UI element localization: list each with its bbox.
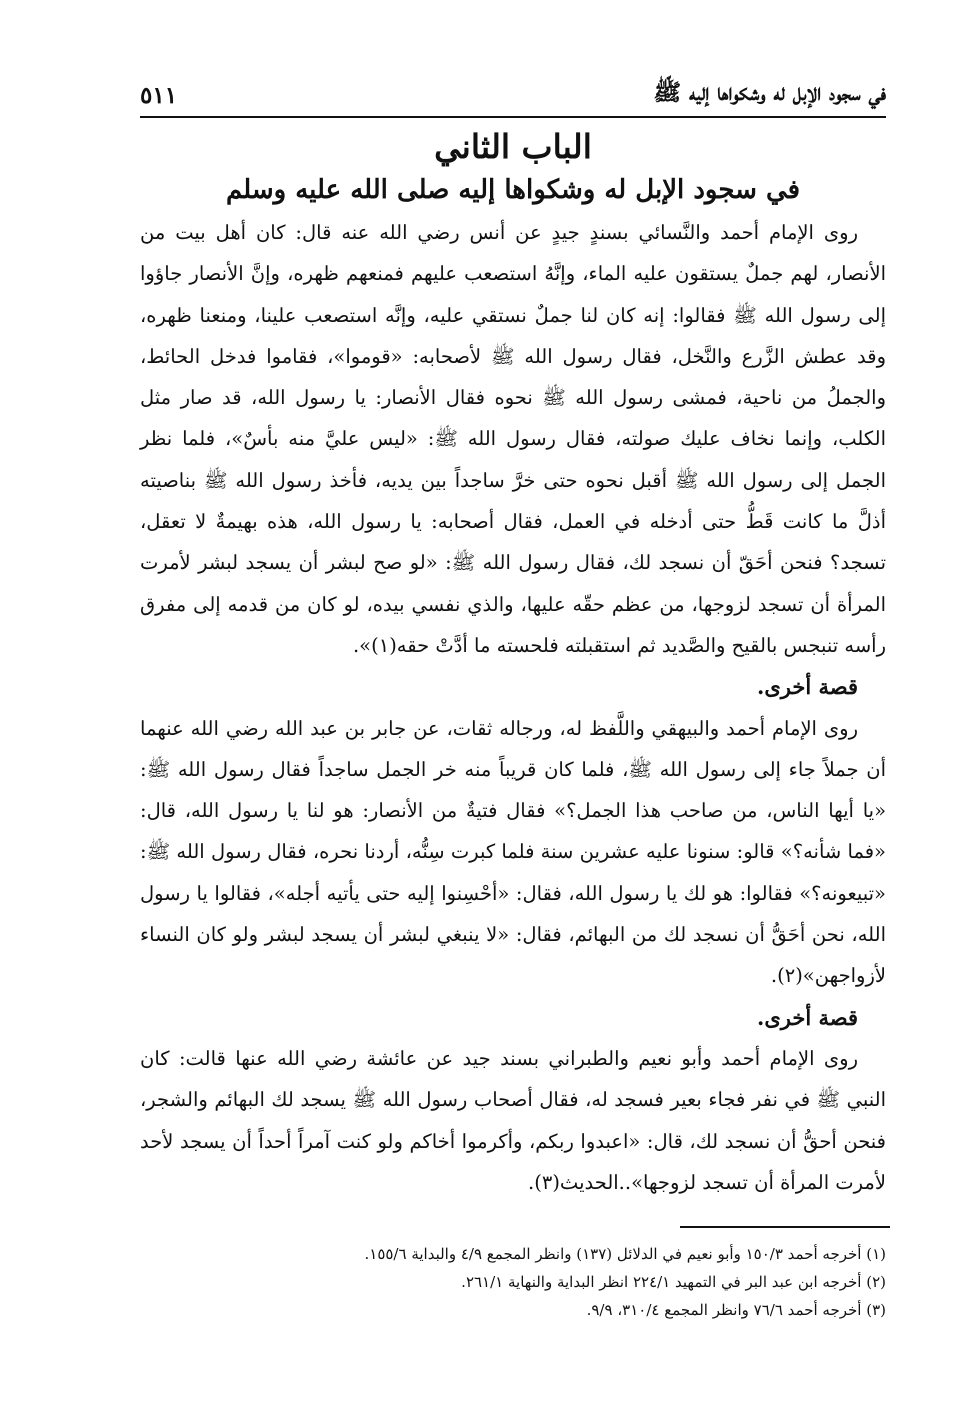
footnotes bbox=[140, 1240, 886, 1324]
footnote-divider bbox=[680, 1226, 890, 1228]
body-text bbox=[140, 212, 886, 1203]
footnote-2: (٢) أخرجه ابن عبد البر في التمهيد ٢٢٤/١ انظر البداية والنهاية ٢٦١/١. bbox=[461, 1273, 886, 1291]
paragraph-2: روى الإمام أحمد والبيهقي واللَّفظ له، ورجاله ثقات، عن جابر بن عبد الله رضي الله عنهما أن جملاً جاء إلى رسول الله ﷺ، فلما كان قريباً منه خر الجمل ساجداً فقال رسول الله ﷺ: «يا أيها الناس، من صاحب هذا الجمل؟» فقال فتيةٌ من الأنصار: هو لنا يا رسول الله، قال: «فما شأنه؟» قالو: سنونا عليه عشرين سنة فلما كبرت سِنُّه، أردنا نحره، فقال رسول الله ﷺ: «تبيعونه؟» فقالوا: هو لك يا رسول الله، فقال: «أحْسِنوا إليه حتى يأتيه أجله»، فقالوا يا رسول الله، نحن أحَقُّ أن نسجد لك من البهائم، فقال: «لا ينبغي لبشر أن يسجد لبشر ولو كان النساء لأزواجهن»(٢). bbox=[140, 716, 886, 988]
section-heading-3: قصة أخرى. bbox=[757, 1004, 858, 1030]
chapter-subtitle: في سجود الإبل له وشكواها إليه صلى الله عليه وسلم bbox=[225, 175, 801, 205]
footnote-1: (١) أخرجه أحمد ١٥٠/٣ وأبو نعيم في الدلائل (١٣٧) وانظر المجمع ٤/٩ والبداية ١٥٥/٦. bbox=[364, 1245, 886, 1263]
paragraph-3: روى الإمام أحمد وأبو نعيم والطبراني بسند جيد عن عائشة رضي الله عنها قالت: كان النبي ﷺ في نفر فجاء بعير فسجد له، فقال أصحاب رسول الله ﷺ يسجد لك البهائم والشجر، فنحن أحقُّ أن نسجد لك، قال: «اعبدوا ربكم، وأكرموا أخاكم ولو كنت آمراً أحداً أن يسجد لأحد لأمرت المرأة أن تسجد لزوجها»..الحديث(٣). bbox=[140, 1046, 886, 1194]
running-header bbox=[140, 74, 886, 118]
footnote-3: (٣) أخرجه أحمد ٧٦/٦ وانظر المجمع ٣١٠/٤، ٩/٩. bbox=[586, 1301, 886, 1319]
chapter-title: الباب الثاني bbox=[434, 127, 592, 166]
page-number: ٥١١ bbox=[140, 81, 178, 109]
section-heading-2: قصة أخرى. bbox=[757, 674, 858, 700]
running-title: في سجود الإبل له وشكواها إليه ﷺ bbox=[653, 79, 886, 106]
paragraph-1: روى الإمام أحمد والنَّسائي بسندٍ جيدٍ عن أنس رضي الله عنه قال: كان أهل بيت من الأنصار، لهم جملٌ يستقون عليه الماء، وإنَّهُ استصعب عليهم فمنعهم ظهره، وإنَّ الأنصار جاؤوا إلى رسول الله ﷺ فقالوا: إنه كان لنا جملٌ نستقي عليه، وإنَّه استصعب علينا، ومنعنا ظهره، وقد عطش الزَّرع والنَّخل، فقال رسول الله ﷺ لأصحابه: «قوموا»، فقاموا فدخل الحائط، والجملُ من ناحية، فمشى رسول الله ﷺ نحوه فقال الأنصار: يا رسول الله، قد صار مثل الكلب، وإنما نخاف عليك صولته، فقال رسول الله ﷺ: «ليس عليَّ منه بأسٌ»، فلما نظر الجمل إلى رسول الله ﷺ أقبل نحوه حتى خرَّ ساجداً بين يديه، فأخذ رسول الله ﷺ بناصيته أذلَّ ما كانت قَطُّ حتى أدخله في العمل، فقال أصحابه: يا رسول الله، هذه بهيمةٌ لا تعقل، تسجد؟ فنحن أحَقّ أن نسجد لك، فقال رسول الله ﷺ: «لو صح لبشر أن يسجد لبشر لأمرت المرأة أن تسجد لزوجها، من عظم حقّه عليها، والذي نفسي بيده، لو كان من قدمه إلى مفرق رأسه تنبجس بالقيح والصَّديد ثم استقبلته فلحسته ما أدَّتْ حقه(١)». bbox=[140, 221, 886, 657]
